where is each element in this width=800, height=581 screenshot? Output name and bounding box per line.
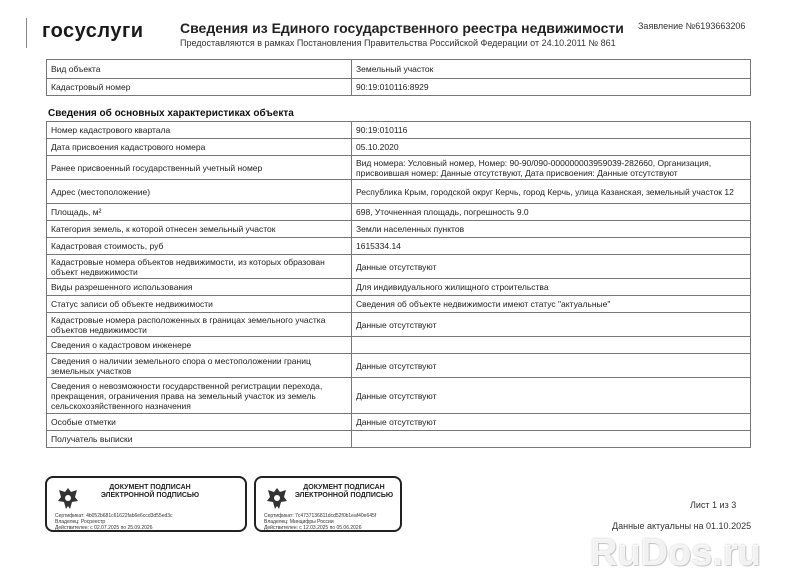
row-value: Земельный участок [352, 60, 751, 79]
row-value: Данные отсутствуют [352, 354, 751, 378]
table-row [47, 337, 751, 354]
stamp-info [55, 513, 173, 531]
page-number: Лист 1 из 3 [690, 500, 737, 510]
stamp-title: ДОКУМЕНТ ПОДПИСАН ЭЛЕКТРОННОЙ ПОДПИСЬЮ [100, 484, 200, 499]
row-label: Категория земель, к которой отнесен земельный участок [47, 221, 352, 238]
row-value [352, 431, 751, 448]
table-row [47, 414, 751, 431]
table-row [47, 122, 751, 139]
row-value: Вид номера: Условный номер, Номер: 90-90/090-000000003959039-282660, Организация, присвоившая номер: Данные отсутствуют, Дата присвоения: Данные отсутствуют [352, 156, 751, 180]
row-value [352, 337, 751, 354]
stamp-valid: Действителен: с 02.07.2025 по 25.09.2026 [55, 525, 153, 531]
row-value: 05.10.2020 [352, 139, 751, 156]
row-label: Кадастровые номера объектов недвижимости, из которых образован объект недвижимости [47, 255, 352, 279]
table-row [47, 296, 751, 313]
row-value: 90:19:010116:8929 [352, 79, 751, 96]
table-row [47, 156, 751, 180]
row-label: Адрес (местоположение) [47, 180, 352, 204]
object-table [46, 59, 751, 96]
row-label: Кадастровые номера расположенных в границах земельного участка объектов недвижимости [47, 313, 352, 337]
row-label: Номер кадастрового квартала [47, 122, 352, 139]
row-value: Земли населенных пунктов [352, 221, 751, 238]
table-row [47, 79, 751, 96]
stamp-title: ДОКУМЕНТ ПОДПИСАН ЭЛЕКТРОННОЙ ПОДПИСЬЮ [294, 484, 394, 499]
watermark: RuDos.ru [590, 532, 761, 574]
document-title: Сведения из Единого государственного реестра недвижимости [180, 20, 624, 36]
signature-stamp [254, 476, 402, 532]
header-divider [26, 18, 27, 48]
row-value: Сведения об объекте недвижимости имеют статус "актуальные" [352, 296, 751, 313]
row-value: Республика Крым, городской округ Керчь, город Керчь, улица Казанская, земельный участок 12 [352, 180, 751, 204]
section-title: Сведения об основных характеристиках объекта [48, 108, 294, 119]
row-value: 1615334.14 [352, 238, 751, 255]
row-label: Площадь, м² [47, 204, 352, 221]
table-row [47, 204, 751, 221]
row-label: Статус записи об объекте недвижимости [47, 296, 352, 313]
stamp-valid: Действителен: с 12.03.2025 по 05.06.2026 [264, 525, 362, 531]
row-label: Виды разрешенного использования [47, 279, 352, 296]
table-row [47, 139, 751, 156]
coat-of-arms-icon [57, 486, 79, 512]
row-value: Для индивидуального жилищного строительства [352, 279, 751, 296]
row-label: Кадастровый номер [47, 79, 352, 96]
row-label: Особые отметки [47, 414, 352, 431]
table-row [47, 60, 751, 79]
row-value: Данные отсутствуют [352, 255, 751, 279]
table-row [47, 255, 751, 279]
row-label: Получатель выписки [47, 431, 352, 448]
row-label: Сведения о наличии земельного спора о местоположении границ земельных участков [47, 354, 352, 378]
table-row [47, 238, 751, 255]
gosuslugi-logo: госуслуги [42, 20, 144, 42]
coat-of-arms-icon [266, 486, 288, 512]
stamp-cert: Сертификат: 4b052b681c61622fab6e6ccd3d55ed3c [55, 513, 173, 519]
table-row [47, 378, 751, 414]
signature-stamp [45, 476, 247, 532]
stamp-owner: Владелец: Росреестр [55, 519, 106, 525]
row-label: Сведения о кадастровом инженере [47, 337, 352, 354]
stamp-cert: Сертификат: 7c4737136811dcd52f0b1eaf40e645f [264, 513, 377, 519]
stamp-owner: Владелец: Минцифры России [264, 519, 334, 525]
row-value: 90:19:010116 [352, 122, 751, 139]
data-actual-date: Данные актуальны на 01.10.2025 [612, 521, 752, 531]
row-value: Данные отсутствуют [352, 378, 751, 414]
row-value: Данные отсутствуют [352, 313, 751, 337]
row-label: Дата присвоения кадастрового номера [47, 139, 352, 156]
table-row [47, 354, 751, 378]
stamp-info [264, 513, 376, 531]
row-value: 698, Уточненная площадь, погрешность 9.0 [352, 204, 751, 221]
table-row [47, 313, 751, 337]
table-row [47, 431, 751, 448]
row-label: Кадастровая стоимость, руб [47, 238, 352, 255]
statement-number: Заявление №6193663206 [638, 21, 746, 31]
document-subtitle: Предоставляются в рамках Постановления Правительства Российской Федерации от 24.10.2011 № 861 [180, 38, 616, 48]
row-label: Сведения о невозможности государственной регистрации перехода, прекращения, ограничения права на земельный участок из земель сельскохозяйственного назначения [47, 378, 352, 414]
table-row [47, 221, 751, 238]
row-value: Данные отсутствуют [352, 414, 751, 431]
table-row [47, 279, 751, 296]
row-label: Вид объекта [47, 60, 352, 79]
row-label: Ранее присвоенный государственный учетный номер [47, 156, 352, 180]
characteristics-table [46, 121, 751, 448]
table-row [47, 180, 751, 204]
